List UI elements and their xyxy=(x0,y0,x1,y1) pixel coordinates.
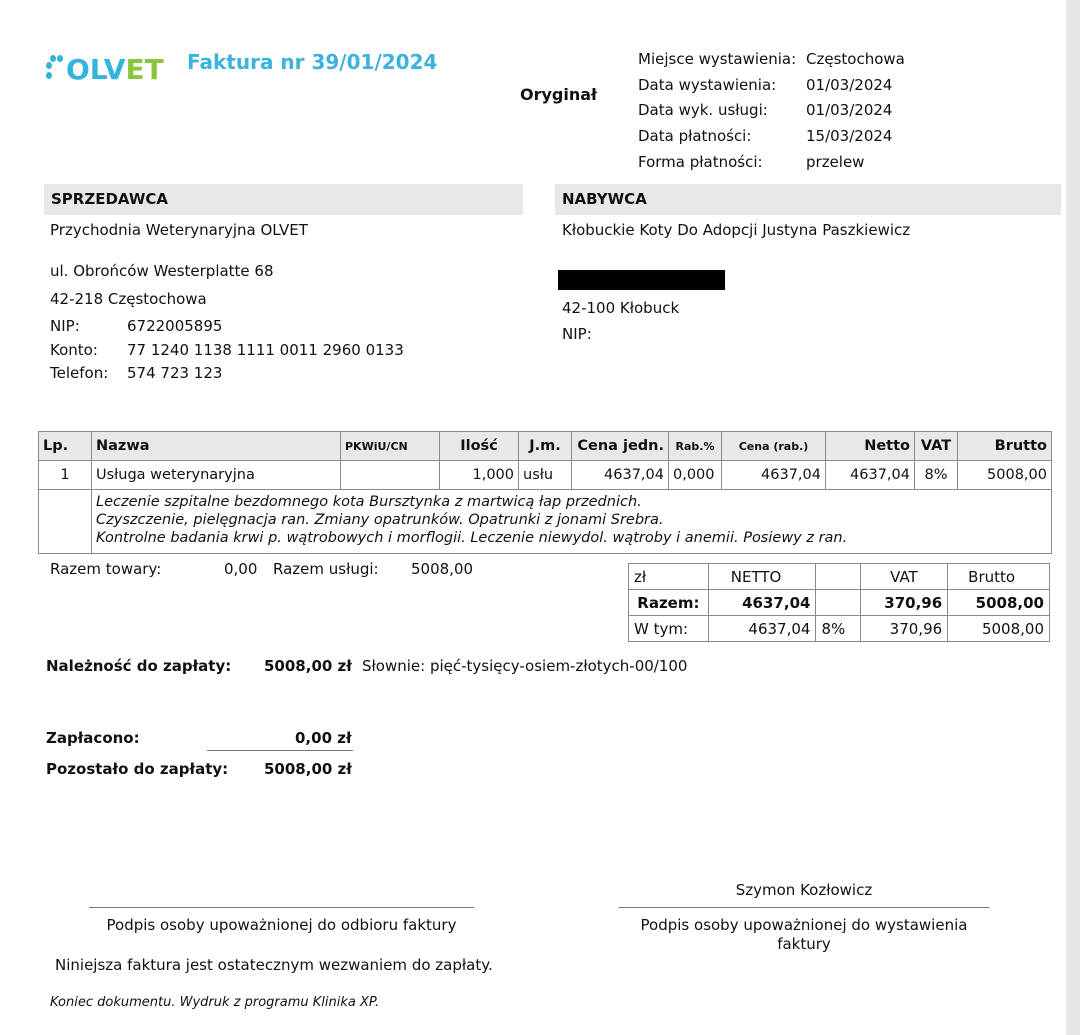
seller-heading: SPRZEDAWCA xyxy=(44,184,523,215)
amount-due-label: Należność do zapłaty: xyxy=(46,657,232,675)
item-name: Usługa weterynaryjna xyxy=(92,461,341,490)
col-header: J.m. xyxy=(519,432,572,461)
copy-label: Oryginał xyxy=(520,85,597,104)
description-line: Kontrolne badania krwi p. wątrobowych i morflogii. Leczenie niewydol. wątroby i anemii. Posiewy z ran. xyxy=(96,530,848,546)
summary-cell: 4637,04 xyxy=(708,590,816,616)
seller-name: Przychodnia Weterynaryjna OLVET xyxy=(50,221,308,239)
issuer-signature-line xyxy=(619,907,989,908)
meta-label: Forma płatności: xyxy=(638,152,763,171)
summary-incl-row xyxy=(629,616,1050,642)
col-header: Ilość xyxy=(440,432,519,461)
issuer-signature-caption-2: faktury xyxy=(777,935,831,953)
item-gross: 5008,00 xyxy=(958,461,1052,490)
summary-cell: 5008,00 xyxy=(948,616,1050,642)
seller-phone: 574 723 123 xyxy=(127,364,223,382)
buyer-city: 42-100 Kłobuck xyxy=(562,299,680,317)
col-header: Lp. xyxy=(39,432,92,461)
meta-value: 01/03/2024 xyxy=(806,75,893,94)
meta-value: przelew xyxy=(806,152,865,171)
summary-cell xyxy=(816,564,860,590)
paid-divider xyxy=(207,750,353,751)
summary-cell: 4637,04 xyxy=(708,616,816,642)
col-header: Netto xyxy=(826,432,915,461)
goods-total: 0,00 xyxy=(224,560,258,578)
summary-cell: 5008,00 xyxy=(948,590,1050,616)
description-line: Czyszczenie, pielęgnacja ran. Zmiany opatrunków. Opatrunki z jonami Srebra. xyxy=(96,512,664,528)
col-header: Rab.% xyxy=(669,432,722,461)
item-unit: usłu xyxy=(519,461,572,490)
amount-due: 5008,00 zł xyxy=(264,657,352,675)
goods-total-label: Razem towary: xyxy=(50,560,162,578)
meta-label: Miejsce wystawienia: xyxy=(638,50,797,68)
redacted-address xyxy=(558,270,725,290)
meta-label: Data wystawienia: xyxy=(638,75,777,94)
receiver-signature-caption: Podpis osoby upoważnionej do odbioru faktury xyxy=(106,916,457,934)
col-header: Brutto xyxy=(958,432,1052,461)
meta-value: Częstochowa xyxy=(806,50,905,68)
paid-label: Zapłacono: xyxy=(46,729,140,747)
items-header-row xyxy=(39,432,1052,461)
buyer-name: Kłobuckie Koty Do Adopcji Justyna Paszkiewicz xyxy=(562,221,911,239)
summary-cell: VAT xyxy=(860,564,948,590)
meta-labels xyxy=(638,47,796,175)
items-table xyxy=(38,431,1052,554)
issuer-signature-caption: Podpis osoby upoważnionej do wystawienia xyxy=(640,916,968,934)
remaining-amount: 5008,00 zł xyxy=(264,760,352,778)
seller-account-label: Konto: xyxy=(50,341,98,359)
page-edge xyxy=(1066,0,1080,1035)
summary-cell: 8% xyxy=(816,616,860,642)
seller-nip-label: NIP: xyxy=(50,317,80,335)
meta-label: Data płatności: xyxy=(638,127,752,146)
summary-cell xyxy=(816,590,860,616)
item-net: 4637,04 xyxy=(826,461,915,490)
seller-account: 77 1240 1138 1111 0011 2960 0133 xyxy=(127,341,404,359)
summary-cell: Brutto xyxy=(948,564,1050,590)
amount-in-words: Słownie: pięć-tysięcy-osiem-złotych-00/100 xyxy=(362,657,688,675)
buyer-nip-label: NIP: xyxy=(562,325,592,343)
receiver-signature-line xyxy=(89,907,474,908)
item-lp: 1 xyxy=(39,461,92,490)
final-notice: Niniejsza faktura jest ostatecznym wezwaniem do zapłaty. xyxy=(55,956,493,974)
summary-cell: Razem: xyxy=(629,590,709,616)
seller-street: ul. Obrońców Westerplatte 68 xyxy=(50,262,274,280)
meta-label: Data wyk. usługi: xyxy=(638,101,768,120)
summary-cell: NETTO xyxy=(708,564,816,590)
meta-value: 01/03/2024 xyxy=(806,101,893,120)
col-header: Nazwa xyxy=(92,432,341,461)
col-header: VAT xyxy=(915,432,958,461)
item-qty: 1,000 xyxy=(440,461,519,490)
item-price-disc: 4637,04 xyxy=(722,461,826,490)
seller-nip: 6722005895 xyxy=(127,317,223,335)
seller-phone-label: Telefon: xyxy=(50,364,109,382)
olvet-logo xyxy=(44,48,164,92)
meta-value: 15/03/2024 xyxy=(806,127,893,146)
item-pkwiu xyxy=(341,461,440,490)
summary-cell: W tym: xyxy=(629,616,709,642)
services-total-label: Razem usługi: xyxy=(273,560,379,578)
item-vat: 8% xyxy=(915,461,958,490)
seller-city: 42-218 Częstochowa xyxy=(50,290,207,308)
summary-cell: zł xyxy=(629,564,709,590)
vat-summary-table xyxy=(628,563,1050,642)
table-row xyxy=(39,461,1052,490)
item-discount: 0,000 xyxy=(669,461,722,490)
buyer-heading: NABYWCA xyxy=(555,184,1061,215)
description-line: Leczenie szpitalne bezdomnego kota Bursztynka z martwicą łap przednich. xyxy=(96,494,642,510)
summary-header-row xyxy=(629,564,1050,590)
item-description xyxy=(92,490,1052,554)
document-footer: Koniec dokumentu. Wydruk z programu Klinika XP. xyxy=(50,995,380,1010)
summary-cell: 370,96 xyxy=(860,616,948,642)
col-header: Cena jedn. xyxy=(572,432,669,461)
logo-text-b: ET xyxy=(125,53,164,86)
issuer-name: Szymon Kozłowicz xyxy=(735,881,873,899)
services-total: 5008,00 xyxy=(411,560,474,578)
paid-amount: 0,00 zł xyxy=(295,729,352,747)
item-description-row xyxy=(39,490,1052,554)
logo-text-a: OLV xyxy=(66,53,126,86)
item-price: 4637,04 xyxy=(572,461,669,490)
invoice-title: Faktura nr 39/01/2024 xyxy=(187,50,438,74)
remaining-label: Pozostało do zapłaty: xyxy=(46,760,229,778)
col-header: Cena (rab.) xyxy=(722,432,826,461)
col-header: PKWiU/CN xyxy=(341,432,440,461)
meta-values xyxy=(806,47,905,175)
summary-total-row xyxy=(629,590,1050,616)
summary-cell: 370,96 xyxy=(860,590,948,616)
